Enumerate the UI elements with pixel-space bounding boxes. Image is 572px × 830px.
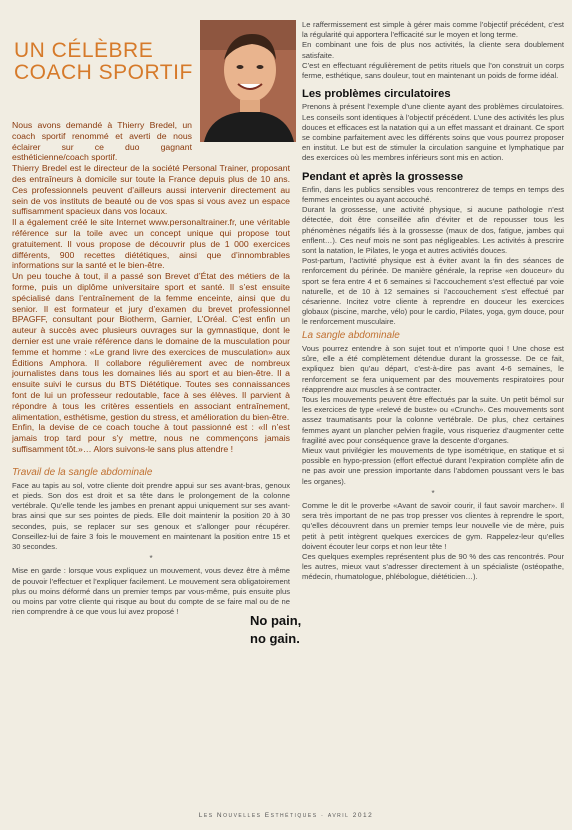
body-paragraph: Face au tapis au sol, votre cliente doit prendre appui sur ses avant-bras, genoux et pieds. Son dos est droit et sa tête dans le prolongement de la colonne vertébrale. Qu’elle tende les jambes en prenant appui uniquement sur ses avant-bras ainsi que sur ses pointes de pieds. Elle doit maintenir la position 20 à 30 secondes, puis, se replacer sur ses genoux et s’allonger pour récupérer. Conseillez-lui de faire 3 fois le mouvement en maintenant la position entre 15 et 30 secondes. xyxy=(12,480,290,551)
body-paragraph: Mieux vaut privilégier les mouvements de type isométrique, en statique et si possible en hypo-pression (effort effectué durant l’expiration complète afin de ne pas avoir une pression importante dans l’abdomen poussant vers le bas les organes). xyxy=(302,445,564,486)
intro-paragraph: Nous avons demandé à Thierry Bredel, un coach sportif renommé et averti de nous éclairer sur ce duo gagnant esthéticienne/coach sportif. xyxy=(12,120,192,163)
separator-star-icon: * xyxy=(431,488,435,498)
body-paragraph: Vous pourrez entendre à son sujet tout et n’importe quoi ! Une chose est sûre, elle a été complètement détendue durant la grossesse. De ce fait, expliquez bien qu’au départ, c’est-à-dire pas avant 4-6 semaines, le renforcement se fera uniquement par des mouvements respiratoires pour réapprendre aux muscles à se contracter. xyxy=(302,343,564,394)
section-heading: Travail de la sangle abdominale xyxy=(12,466,153,478)
body-paragraph: Prenons à présent l’exemple d’une cliente ayant des problèmes circulatoires. Les conseils sont identiques à l’objectif précédent. L’une des activités les plus douces et efficaces est la natation qui a un effet massant et drainant. Ce sport se combine parfaitement avec les différents soins que vous pourrez proposer en institut. Le but est de stimuler la circulation sanguine et lymphatique par des exercices où les membres inférieurs sont mis en action. xyxy=(302,102,564,163)
pull-quote xyxy=(250,612,301,648)
body-paragraph: Thierry Bredel est le directeur de la société Personal Trainer, proposant des entraîneurs à domicile sur toute la France depuis plus de 10 ans. Ces professionnels peuvent d’ailleurs aussi intervenir directement au sein de vos instituts de beauté ou de vos spas si vous avez un espace suffisamment spacieux dans vos locaux. xyxy=(12,163,290,217)
section-body xyxy=(12,481,290,618)
body-paragraph: Un peu touche à tout, il a passé son Brevet d’État des métiers de la forme, puis un diplôme universitaire sport et santé. Il s’est ensuite spécialisé dans l’entraînement de la femme enceinte, ainsi que du senior. Il est formateur et jury d’examen du brevet professionnel BPAGFF, consultant pour Biotherm, Garnier, L’Oréal. C’est enfin un auteur à succès avec plusieurs ouvrages sur la gymnastique, dont le dernier est une vraie référence dans le domaine de la musculation pour femme et homme : «Le grand livre des exercices de musculation» aux Éditions Amphora. Il collabore régulièrement avec de nombreux journalistes dans tous les domaines liés au sport et au bien-être. Il a ensuite suivi le cursus du BTS Diététique. Toutes ses connaissances font de lui un professeur redoutable, face à ses élèves. Il parvient à répondre à tous les critères essentiels en associant entraînement, alimentation, esthétisme, gestion du stress, et amélioration du bien-être. xyxy=(12,271,290,422)
body-paragraph: Post-partum, l’activité physique est à éviter avant la fin des séances de renforcement du périnée. De manière générale, la reprise «en douceur» du sport se fera entre 4 et 6 semaines si l’accouchement s’est effectué par voie naturelle, et de 10 à 12 semaines si l’accouchement s’est effectué par césarienne. Incitez votre cliente à reprendre en douceur les exercices globaux (piscine, marche, vélo) pour le cardio, Pilates, yoga, gym douce, pour le renforcement musculaire. xyxy=(302,256,564,327)
intro-text-block xyxy=(12,120,290,455)
subsection-heading: La sangle abdominale xyxy=(302,329,400,341)
body-paragraph: Le raffermissement est simple à gérer mais comme l’objectif précédent, c’est la régularité qui apportera l’efficacité sur le moyen et long terme. xyxy=(302,20,564,40)
abdominal-section xyxy=(12,467,290,618)
body-paragraph: Enfin, la devise de ce coach touche à tout passionné est : «Il n’est jamais trop tard pour s’y mettre, nous ne commençons jamais suffisamment tôt.»… Alors suivons-le sans plus attendre ! xyxy=(12,422,290,454)
body-paragraph: Comme le dit le proverbe «Avant de savoir courir, il faut savoir marcher». Il sera très important de ne pas trop presser vos clientes à reprendre le sport, qu’elles découvrent dans un premier temps leur nouvelle vie de mère, puis petit à petit intègrent quelques exercices de gym. Rappelez-leur qu’elles doivent écouter leur corps et non leur tête ! xyxy=(302,500,564,551)
body-paragraph: Il a également créé le site Internet www.personaltrainer.fr, une véritable référence sur la toile avec un concept unique qui propose tout gratuitement. Il vous propose de découvrir plus de 1 000 exercices différents, 900 recettes diététiques, ainsi que d’innombrables informations sur la santé et le bien-être. xyxy=(12,217,290,271)
body-paragraph: Enfin, dans les publics sensibles vous rencontrerez de temps en temps des femmes enceintes ou ayant accouché. xyxy=(302,184,564,205)
page-footer: Les Nouvelles Esthétiques · avril 2012 xyxy=(198,812,374,819)
body-paragraph: Mise en garde : lorsque vous expliquez un mouvement, vous devez être à même de pouvoir l’effectuer et l’expliquer facilement. Le mouvement sera obligatoirement plus ou moins déformé dans un premier temps par vous-même, puis ensuite plus ou moins par votre cliente qui risque au bout du compte de se faire mal ou de ne rien comprendre à ce que vous lui avez proposé ! xyxy=(12,566,290,617)
body-paragraph: Tous les mouvements peuvent être effectués par la suite. Un petit bémol sur les exercices de type «relevé de buste» ou «Crunch». Ces mouvements sont assez traumatisants pour la colonne vertébrale. De plus, chez certaines femmes ayant un plancher pelvien fragile, vous risqueriez d’augmenter cette fragilité avec pour conséquence grave la descente d’organes. xyxy=(302,394,564,445)
body-paragraph: Durant la grossesse, une activité physique, si aucune pathologie n’est détectée, doit être conseillée afin d’éviter et de repousser tous les phénomènes négatifs liés à la grossesse (maux de dos, fatigue, jambes qui enflent…). Ces neuf mois ne sont pas négligeables. Les activités à prescrire sont la natation, le Pilates, le yoga et autres activités douces. xyxy=(302,205,564,256)
separator-star-icon: * xyxy=(149,554,153,564)
right-column xyxy=(302,20,564,583)
body-paragraph: En combinant une fois de plus nos activités, la cliente sera doublement satisfaite. xyxy=(302,40,564,60)
body-paragraph: C’est en effectuant régulièrement de petits rituels que l’on construit un corps ferme, esthétique, sans douleur, tout en maintenant un poids de forme idéal. xyxy=(302,60,564,81)
left-column xyxy=(12,20,290,617)
coach-portrait-image xyxy=(200,20,296,142)
body-paragraph: Ces quelques exemples représentent plus de 90 % des cas rencontrés. Pour les autres, mieux vaut s’adresser directement à un spécialiste (ostéopathe, médecin, rhumatologue, phlébologue, diététicien…). xyxy=(302,551,564,582)
section-heading: Les problèmes circulatoires xyxy=(302,88,451,101)
header-block xyxy=(12,20,290,120)
coach-photo xyxy=(200,20,296,142)
section-heading: Pendant et après la grossesse xyxy=(302,170,464,183)
pull-quote-line: no gain. xyxy=(250,631,300,646)
pull-quote-line: No pain, xyxy=(250,613,302,628)
article-title: UN CÉLÈBRE COACH SPORTIF xyxy=(14,39,193,84)
